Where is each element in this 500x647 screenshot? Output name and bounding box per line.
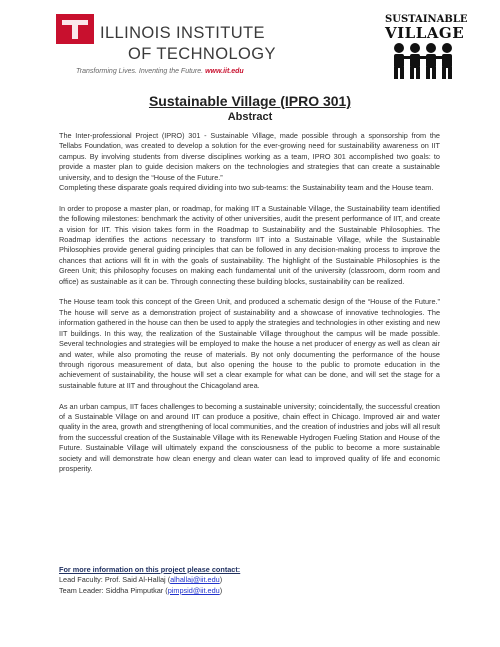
lead-faculty-label: Lead Faculty: Prof. Said Al-Hallaj (	[59, 575, 171, 585]
team-leader-line	[59, 586, 440, 596]
paragraph-intro: The Inter-professional Project (IPRO) 301 - Sustainable Village, made possible through a sponsorship from the Tellabs Foundation, was created to develop a solution for the ever-growing need for sustainability awareness on IIT campus. By involving students from diverse disciplines working as a team, IPRO 301 accomplished two goals: to provide a master plan to guide decision makers on the technologies and strategies that can create a sustainable university, and to design the “House of the Future.”	[59, 131, 440, 182]
page-header	[0, 0, 500, 95]
paragraph-sustainability-team: In order to propose a master plan, or roadmap, for making IIT a Sustainable Village, the Sustainability team identified the following milestones: benchmark the activity of other universities, audit the present performance of IIT, and create a vision for IIT. This vision takes form in the Roadmap to Sustainability and the Sustainable Philosophies. The Roadmap identifies the actions necessary to transform IIT into a Sustainable Village, while the Sustainable Philosophies provide general guiding principles that can be followed in any decision-making process to improve the chances that actions will fit in with the goals of sustainability. The highlight of the Sustainable Philosophies is the Green Unit; this philosophy focuses on making each fundamental unit of the university (classroom, dorm room and office) as sustainable as it can be. Through connecting these building blocks, sustainability can be realized.	[59, 203, 440, 286]
lead-faculty-close: )	[219, 575, 223, 585]
people-icon	[391, 42, 455, 80]
iit-name-line1: ILLINOIS INSTITUTE	[100, 24, 265, 42]
iit-logo	[56, 14, 276, 84]
iit-name-line2: OF TECHNOLOGY	[128, 45, 276, 63]
team-leader-email-link[interactable]: pimpsid@iit.edu	[167, 585, 220, 595]
document-title: Sustainable Village (IPRO 301)	[148, 93, 352, 109]
paragraph-urban-campus: As an urban campus, IIT faces challenges to becoming a sustainable university; coincidentally, the successful creation of a Sustainable Village on and around IIT can produce a positive, chain effect in Chicago. Improved air and water quality in the area, growth and strengthening of local communities, and the creation of industries and jobs will all result from the successful creation of the Sustainable Village with its Renewable Hydrogen Fueling Station and House of the Future. Sustainable Village will ultimately expand the consciousness of the public to become a more sustainable society and will demonstrate how clean energy and clean water can lead to improved quality of life and economic prosperity.	[59, 401, 440, 473]
paragraph-house-team: The House team took this concept of the Green Unit, and produced a schematic design of the “House of the Future.” The house will serve as a demonstration project of sustainability and a showcase of innovative technologies. The information gathered in the house can then be used to apply the strategies and technologies in other existing and new IIT buildings. In this way, the realization of the Sustainable Village throughout the campus will be made possible. Several technologies and strategies will be employed to make the house a net producer of energy as well as clean air and water, while also promoting the reuse of materials. By not only documenting the performance of the house through rigorous measurement of data, but also opening the house to the public to promote education in the achievement of sustainability, the house will set a clear example for what can be done, and will set the stage for a sustainable future at IIT and throughout the Chicagoland area.	[59, 297, 440, 390]
lead-faculty-email-link[interactable]: alhallaj@iit.edu	[170, 575, 220, 585]
iit-tagline-text: Transforming Lives. Inventing the Future.	[76, 68, 204, 75]
team-leader-label: Team Leader: Siddha Pimputkar (	[59, 585, 168, 595]
sustainable-village-logo	[385, 14, 468, 80]
document-subtitle: Abstract	[227, 111, 273, 123]
sv-logo-line1: SUSTAINABLE	[385, 14, 468, 25]
team-leader-close: )	[219, 585, 223, 595]
iit-url: www.iit.edu	[205, 68, 244, 75]
sv-logo-line2: VILLAGE	[385, 24, 465, 42]
contact-heading: For more information on this project please contact:	[59, 565, 241, 574]
contact-section	[59, 565, 440, 596]
iit-red-mark-icon	[56, 14, 94, 44]
iit-tagline	[76, 68, 244, 75]
paragraph-subteams: Completing these disparate goals required dividing into two sub-teams: the Sustainability team and the House team.	[59, 183, 434, 193]
lead-faculty-line	[59, 575, 440, 585]
abstract-body	[59, 131, 440, 485]
